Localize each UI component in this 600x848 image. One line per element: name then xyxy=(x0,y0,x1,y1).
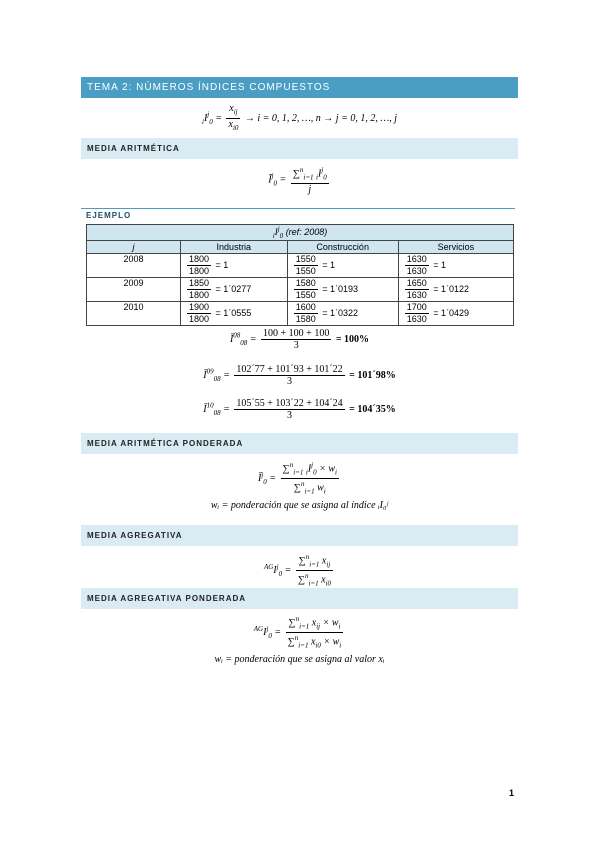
media-ponderada-formula: $Ī^j_0$ = $\frac{\sum^n_{i=1} _iI^j_0 \times w_i}{\sum^n_{i=1} w_i}$ xyxy=(258,461,337,496)
table-cell: $\frac{1650}{1630}$ = 1ˊ0122 xyxy=(398,277,513,301)
table-caption: $_iI^j_0$ (ref: 2008) xyxy=(87,225,514,241)
page-title: TEMA 2: NÚMEROS ÍNDICES COMPUESTOS xyxy=(81,77,518,98)
row-year: 2010 xyxy=(87,301,181,325)
table-row xyxy=(87,301,514,325)
header-servicios: Servicios xyxy=(398,240,513,253)
media-aritmetica-formula: $Ī^j_0$ = $\frac{\sum^n_{i=1} _iI^j_0}{j}$ xyxy=(268,166,327,196)
average-2008: $Ī^{08}_{08}$ = $\frac{100 + 100 + 100}{3}$ = 100% xyxy=(229,328,370,351)
weights-note-value: wᵢ = ponderación que se asigna al valor xᵢ xyxy=(214,654,385,665)
section-media-aritmetica-ponderada: MEDIA ARITMÉTICA PONDERADA xyxy=(81,433,518,454)
row-year: 2008 xyxy=(87,253,181,277)
section-media-agregativa: MEDIA AGREGATIVA xyxy=(81,525,518,546)
section-media-aritmetica: MEDIA ARITMÉTICA xyxy=(81,138,518,159)
row-year: 2009 xyxy=(87,277,181,301)
section-media-agregativa-ponderada: MEDIA AGREGATIVA PONDERADA xyxy=(81,588,518,609)
header-construccion: Construcción xyxy=(287,240,398,253)
intro-formula-tail: → i = 0, 1, 2, …, n → j = 0, 1, 2, …, j xyxy=(244,112,398,124)
intro-formula: $_iI^j_0$ = $\frac{x_{ij}}{x_{i0}}$ → i = 0, 1, 2, …, n → j = 0, 1, 2, …, j xyxy=(201,103,398,132)
table-cell: $\frac{1850}{1800}$ = 1ˊ0277 xyxy=(180,277,287,301)
ejemplo-divider xyxy=(81,208,515,209)
header-industria: Industria xyxy=(180,240,287,253)
weights-note-index: wᵢ = ponderación que se asigna al índice ᵢI₀ʲ xyxy=(210,500,389,511)
table-cell: $\frac{1630}{1630}$ = 1 xyxy=(398,253,513,277)
average-2010: $Ī^{10}_{08}$ = $\frac{\text{105ˊ55 + 103ˊ22 + 104ˊ24}}{3}$ = 104ˊ35% xyxy=(203,398,396,421)
section-ejemplo: EJEMPLO xyxy=(86,211,132,220)
table-cell: $\frac{1800}{1800}$ = 1 xyxy=(180,253,287,277)
example-table xyxy=(86,224,514,326)
table-cell: $\frac{1580}{1550}$ = 1ˊ0193 xyxy=(287,277,398,301)
table-row xyxy=(87,277,514,301)
media-agregativa-formula: $^{AG}I^j_0$ = $\frac{\sum^n_{i=1} x_{ij}}{\sum^n_{i=1} x_{i0}}$ xyxy=(263,553,332,588)
table-cell: $\frac{1600}{1580}$ = 1ˊ0322 xyxy=(287,301,398,325)
table-row xyxy=(87,253,514,277)
table-cell: $\frac{1550}{1550}$ = 1 xyxy=(287,253,398,277)
average-2009: $Ī^{09}_{08}$ = $\frac{\text{102ˊ77 + 101ˊ93 + 101ˊ22}}{3}$ = 101ˊ98% xyxy=(203,364,396,387)
page-number: 1 xyxy=(508,788,514,798)
table-cell: $\frac{1700}{1630}$ = 1ˊ0429 xyxy=(398,301,513,325)
media-agregativa-ponderada-formula: $^{AG}I^j_0$ = $\frac{\sum^n_{i=1} x_{ij} \times w_i}{\sum^n_{i=1} x_{i0} \times w_i}$ xyxy=(253,615,342,650)
header-j: j xyxy=(87,240,181,253)
table-cell: $\frac{1900}{1800}$ = 1ˊ0555 xyxy=(180,301,287,325)
